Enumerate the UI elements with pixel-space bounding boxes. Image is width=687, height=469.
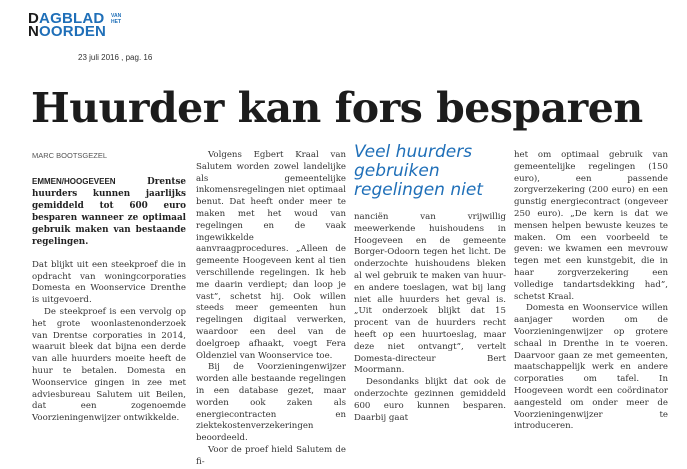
paragraph: Volgens Egbert Kraal van Salutem worden zowel landelijke als gemeentelijke inkomensregelingen niet optimaal benut. Dat heeft onder meer te maken met het woud van regelingen en de vaak ingewikkelde aanvraagprocedures. „Alleen de gemeente Hoogeveen kent al tien verschillende regelingen. Ik heb me daarin verdiept; dan loop je vast”, schetst hij. Ook willen steeds meer gemeenten hun regelingen digitaal verwerken, waardoor een deel van de doelgroep afhaakt, voegt Fera Oldenziel van Woonservice toe. [196, 150, 346, 361]
logo-van-het: VAN HET [111, 13, 122, 25]
logo-line-noorden: NOORDEN [28, 23, 107, 40]
paragraph: Bij de Voorzieningenwijzer worden alle bestaande regelingen in een database gezet, maar worden ook zaken als energiecontracten en ziektekostenverzekeringen beoordeeld. [196, 362, 346, 444]
paragraph: Voor de proef hield Salutem de fi- [196, 444, 346, 467]
newspaper-logo [28, 10, 122, 40]
paragraph: Domesta en Woonservice willen aanjager worden om de Voorzieningenwijzer op grotere schaal in Drenthe in te voeren. Daarvoor gaan ze met gemeenten, maatschappelijk werk en andere corporaties om tafel. In Hoogeveen wordt een coördinator aangesteld om onder meer de Voorzieningenwijzer te introduceren. [514, 303, 668, 432]
paragraph: nanciën van vrijwillig meewerkende huishoudens in Hoogeveen en de gemeente Borger-Odoorn tegen het licht. De onderzochte huishoudens bleken al wel gebruik te maken van huur- en andere toeslagen, wat bij lang niet alle huurders het geval is. „Uit onderzoek blijkt dat 15 procent van de huurders recht heeft op een huurtoeslag, maar deze niet ontvangt”, vertelt Domesta-directeur Bert Moormann. [354, 212, 506, 376]
article-column-1 [32, 150, 186, 425]
dateline-place: EMMEN/HOOGEVEEN [32, 176, 116, 186]
article-headline: Huurder kan fors besparen [31, 84, 643, 132]
pull-quote: Veel huurders gebruiken regelingen niet [354, 142, 483, 200]
logo-line-dagblad: DAGBLAD [28, 10, 105, 27]
paragraph: De steekproef is een vervolg op het grote woonlastenonderzoek van Drentse corporaties in 2014, waaruit bleek dat bijna een derde van alle huurders moeite heeft de huur te betalen. Domesta en Woonservice gingen in zee met adviesbureau Salutem uit Beilen, dat een zogenoemde Voorzieningenwijzer ontwikkelde. [32, 306, 186, 424]
byline: MARC BOOTSGEZEL [32, 151, 108, 160]
paragraph: Dat blijkt uit een steekproef die in opdracht van woningcorporaties Domesta en Woonservice Drenthe is uitgevoerd. [32, 259, 186, 306]
article-column-3 [354, 143, 506, 424]
paragraph: Desondanks blijkt dat ook de onderzochte gezinnen gemiddeld 600 euro kunnen besparen. Daarbij gaat [354, 377, 506, 423]
article-column-4 [514, 150, 668, 433]
article-column-2 [196, 150, 346, 469]
paragraph: het om optimaal gebruik van gemeentelijke regelingen (150 euro), een passende zorgverzekering (200 euro) en een gunstig energiecontract (ongeveer 250 euro). „De kern is dat we mensen helpen bewuste keuzes te maken. Om een voorbeeld te geven: we kwamen een mevrouw tegen met een kunstgebit, die in haar zorgverzekering een volledige tandartsdekking had”, schetst Kraal. [514, 150, 668, 302]
publication-dateline: 23 juli 2016 , pag. 16 [78, 53, 153, 62]
lead-paragraph: EMMEN/HOOGEVEEN Drentse huurders kunnen jaarlijks gemiddeld tot 600 euro besparen wanneer ze optimaal gebruik maken van bestaande regelingen. [32, 176, 186, 247]
